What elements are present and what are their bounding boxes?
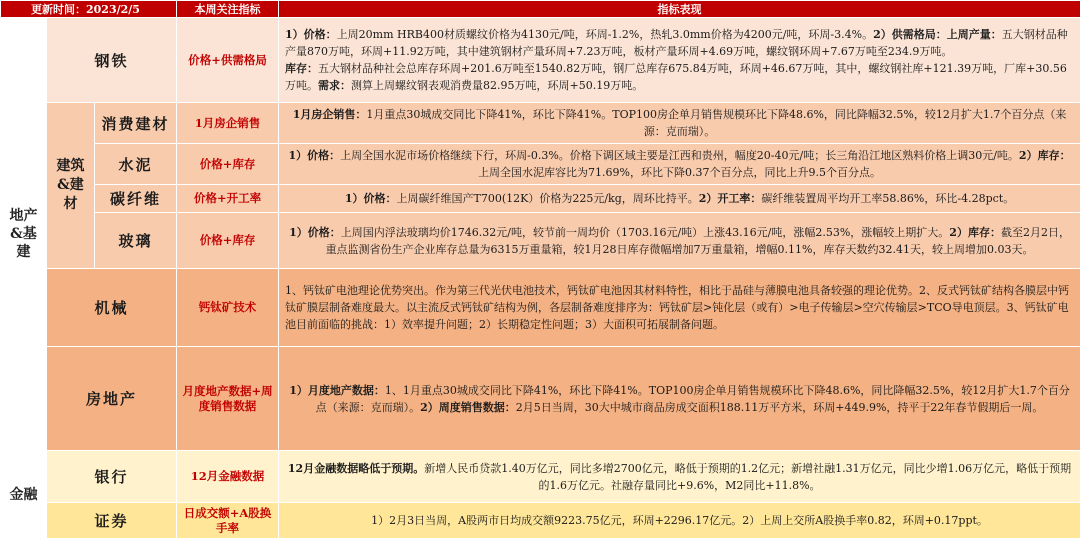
sector-finance: 金融 — [1, 451, 47, 539]
focus-indicator: 钙钛矿技术 — [177, 269, 279, 347]
industry-name: 钢铁 — [47, 18, 177, 103]
focus-indicator: 价格+供需格局 — [177, 18, 279, 103]
industry-name: 碳纤维 — [95, 185, 177, 213]
table-row — [1, 269, 1080, 347]
indicator-detail: 1、钙钛矿电池理论优势突出。作为第三代光伏电池技术，钙钛矿电池因其材料特性，相比于晶硅与薄膜电池具备较强的理论优势。2、反式钙钛矿结构各膜层中钙钛矿膜层制备难度最大。以主流反式钙钛矿结构为例，各层制备难度排序为：钙钛矿层>钝化层（或有）>电子传输层>空穴传输层>TCO导电顶层。3、钙钛矿电池目前面临的挑战：1）效率提升问题；2）长期稳定性问题；3）大面积可拓展制备问题。 — [279, 269, 1080, 347]
header-row — [1, 1, 1080, 18]
industry-name: 机械 — [47, 269, 177, 347]
focus-indicator: 月度地产数据+周度销售数据 — [177, 347, 279, 451]
indicator-detail: 1）价格：上周碳纤维国产T700(12K）价格为225元/kg，周环比持平。2）开工率：碳纤维装置周平均开工率58.86%，环比-4.28pct。 — [279, 185, 1080, 213]
subgroup-building-materials: 建筑 &建 材 — [47, 103, 95, 269]
indicator-detail: 1）价格：上周全国水泥市场价格继续下行，环周-0.3%。价格下调区域主要是江西和贵州，幅度20-40元/吨；长三角沿江地区熟料价格上调30元/吨。2）库存：上周全国水泥库容比为71.69%，环比下降0.37个百分点，同比上升9.5个百分点。 — [279, 144, 1080, 185]
table-row — [1, 213, 1080, 269]
focus-indicator: 价格+库存 — [177, 213, 279, 269]
table-row — [1, 185, 1080, 213]
indicator-detail: 1）价格：上周国内浮法玻璃均价1746.32元/吨，较节前一周均价（1703.16元/吨）上涨43.16元/吨，涨幅2.53%，涨幅较上期扩大。2）库存：截至2月2日，重点监测省份生产企业库存总量为6315万重量箱，较1月28日库存微幅增加7万重量箱，增幅0.11%，库存天数约32.41天，较上周增加0.03天。 — [279, 213, 1080, 269]
focus-indicator: 价格+库存 — [177, 144, 279, 185]
industry-name: 玻璃 — [95, 213, 177, 269]
table-row — [1, 103, 1080, 144]
focus-indicator: 1月房企销售 — [177, 103, 279, 144]
table-row — [1, 451, 1080, 503]
industry-name: 证券 — [47, 503, 177, 539]
performance-header: 指标表现 — [279, 1, 1080, 18]
focus-indicator: 12月金融数据 — [177, 451, 279, 503]
table-row — [1, 18, 1080, 103]
indicator-detail: 1）月度地产数据：1、1月重点30城成交同比下降41%，环比下降41%。TOP100房企单月销售规模环比下降48.6%，同比降幅32.5%，较12月扩大1.7个百分点（来源：克而瑞）。2）周度销售数据：2月5日当周，30大中城市商品房成交面积188.11万平方米，环周+449.9%，持平于22年春节假期后一周。 — [279, 347, 1080, 451]
focus-header: 本周关注指标 — [177, 1, 279, 18]
focus-indicator: 日成交额+A股换手率 — [177, 503, 279, 539]
table-row — [1, 503, 1080, 539]
indicator-detail: 12月金融数据略低于预期。新增人民币贷款1.40万亿元，同比多增2700亿元，略低于预期的1.2亿元；新增社融1.31万亿元，同比少增1.06万亿元，略低于预期的1.6万亿元。社融存量同比+9.6%，M2同比+11.8%。 — [279, 451, 1080, 503]
sector-property: 地产 &基 建 — [1, 18, 47, 451]
indicator-detail: 1）2月3日当周，A股两市日均成交额9223.75亿元，环周+2296.17亿元。2）上周上交所A股换手率0.82，环周+0.17ppt。 — [279, 503, 1080, 539]
focus-indicator: 价格+开工率 — [177, 185, 279, 213]
industry-name: 银行 — [47, 451, 177, 503]
update-date: 更新时间：2023/2/5 — [1, 1, 177, 18]
indicator-detail: 1）价格：上周20mm HRB400材质螺纹价格为4130元/吨，环周-1.2%，热轧3.0mm价格为4200元/吨，环周-3.4%。2）供需格局：上周产量：五大钢材品种产量870万吨，环周+11.92万吨，其中建筑钢材产量环周+7.23万吨，板材产量环周+4.69万吨，螺纹钢环周+7.67万吨至234.9万吨。 库存：五大钢材品种社会总库存环周+201.6万吨至1540.82万吨，钢厂总库存675.84万吨，环周+46.67万吨，其中，螺纹钢社库+121.39万吨，厂库+30.56万吨。需求：测算上周螺纹钢表观消费量82.95万吨，环周+50.19万吨。 — [279, 18, 1080, 103]
table-row — [1, 144, 1080, 185]
table-row — [1, 347, 1080, 451]
indicator-detail: 1月房企销售：1月重点30城成交同比下降41%，环比下降41%。TOP100房企单月销售规模环比下降48.6%，同比降幅32.5%，较12月扩大1.7个百分点（来源：克而瑞）。 — [279, 103, 1080, 144]
industry-name: 房地产 — [47, 347, 177, 451]
industry-name: 消费建材 — [95, 103, 177, 144]
industry-name: 水泥 — [95, 144, 177, 185]
